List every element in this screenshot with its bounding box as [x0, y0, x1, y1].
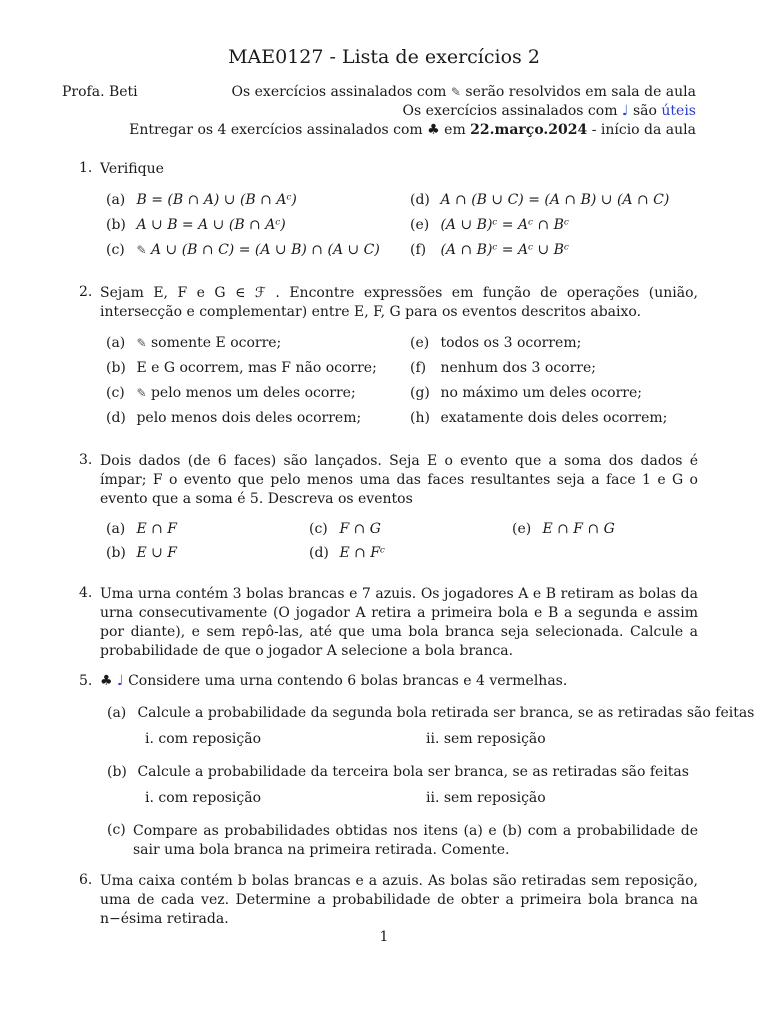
- q2-item: [106, 385, 356, 401]
- q2-item: [106, 410, 361, 426]
- q3-number: 3.: [79, 452, 93, 468]
- pen-icon: ✎: [136, 386, 147, 400]
- header-line-3-pre: Entregar os 4 exercícios assinalados com: [129, 122, 423, 138]
- item-label: (e): [410, 217, 430, 233]
- item-label: (b): [107, 764, 127, 780]
- item-label: (d): [410, 192, 430, 208]
- q1-item: [410, 217, 569, 233]
- item-text: todos os 3 ocorrem;: [440, 335, 582, 351]
- q1-item: [410, 242, 569, 258]
- page-number: 1: [379, 929, 389, 945]
- q5-heading: [100, 673, 567, 689]
- q1-number: 1.: [79, 160, 93, 176]
- q1-item: [410, 192, 669, 208]
- q4-text: Uma urna contém 3 bolas brancas e 7 azuis. Os jogadores A e B retiram as bolas da urna consecutivamente (O jogador A retira a primeira bola e B a segunda e assim por diante), e sem repô-las, até que uma bola branca seja selecionada. Calcule a probabilidade de que o jogador A selecione a bola branca.: [100, 586, 698, 659]
- item-formula: B = (B ∩ A) ∪ (B ∩ Aᶜ): [136, 192, 297, 208]
- item-label: (a): [106, 521, 126, 537]
- q5-item-c-label: (c): [107, 822, 126, 838]
- item-label: (a): [106, 335, 126, 351]
- header-line-1: [232, 84, 696, 100]
- q2-item: [106, 335, 281, 351]
- q2-item: [410, 410, 667, 426]
- professor-name: Profa. Beti: [62, 84, 138, 100]
- item-text: exatamente dois deles ocorrem;: [440, 410, 668, 426]
- item-label: (b): [106, 360, 126, 376]
- q2-item: [410, 360, 596, 376]
- item-label: (e): [410, 335, 430, 351]
- item-formula: E ∩ F ∩ G: [542, 521, 615, 537]
- q6-text: Uma caixa contém b bolas brancas e a azuis. As bolas são retiradas sem reposição, uma de cada vez. Determine a probabilidade de obter a primeira bola branca na n−ésima retirada.: [100, 873, 698, 927]
- q2-number: 2.: [79, 284, 93, 300]
- header-line-3-post: - início da aula: [591, 122, 696, 138]
- q5-b-option-i: i. com reposição: [145, 790, 262, 806]
- q5-number: 5.: [79, 673, 93, 689]
- q3-text: Dois dados (de 6 faces) são lançados. Seja E o evento que a soma dos dados é ímpar; F o evento que pelo menos uma das faces resultantes seja a face 1 e G o evento que a soma é 5. Descreva os eventos: [100, 453, 698, 507]
- header-line-1-pre: Os exercícios assinalados com: [231, 84, 447, 100]
- item-text: pelo menos dois deles ocorrem;: [136, 410, 362, 426]
- item-text: pelo menos um deles ocorre;: [150, 385, 356, 401]
- q3-item: [106, 521, 177, 537]
- q5-text: Considere uma urna contendo 6 bolas brancas e 4 vermelhas.: [128, 673, 568, 689]
- q5-a-option-i: i. com reposição: [145, 731, 262, 747]
- item-label: (g): [410, 385, 430, 401]
- item-text: Calcule a probabilidade da terceira bola ser branca, se as retiradas são feitas: [137, 764, 689, 780]
- q2-item: [410, 335, 581, 351]
- pen-icon: ✎: [450, 85, 461, 99]
- item-text: somente E ocorre;: [150, 335, 282, 351]
- item-formula: E ∪ F: [136, 545, 178, 561]
- q5-b-option-ii: ii. sem reposição: [426, 790, 546, 806]
- q5-item-c-text: Compare as probabilidades obtidas nos itens (a) e (b) com a probabilidade de sair uma bola branca na primeira retirada. Comente.: [133, 823, 698, 858]
- note-icon: ♩: [117, 673, 124, 689]
- header-line-2-pre: Os exercícios assinalados com: [402, 103, 618, 119]
- item-label: (d): [309, 545, 329, 561]
- item-formula: E ∩ Fᶜ: [339, 545, 385, 561]
- item-label: (c): [309, 521, 328, 537]
- item-label: (c): [106, 242, 125, 258]
- q5-item-a: [107, 705, 754, 721]
- item-label: (d): [106, 410, 126, 426]
- item-formula: (A ∩ B)ᶜ = Aᶜ ∪ Bᶜ: [440, 242, 569, 258]
- uteis-link[interactable]: úteis: [661, 103, 696, 119]
- item-text: no máximo um deles ocorre;: [440, 385, 642, 401]
- q1-item: [106, 217, 286, 233]
- due-date: 22.março.2024: [470, 122, 588, 138]
- q3-item: [106, 545, 177, 561]
- q1-item: [106, 242, 380, 258]
- item-label: (f): [410, 360, 427, 376]
- page-title: MAE0127 - Lista de exercícios 2: [228, 46, 540, 68]
- item-formula: A ∪ (B ∩ C) = (A ∪ B) ∩ (A ∪ C): [150, 242, 380, 258]
- club-icon: ♣: [427, 122, 440, 138]
- item-label: (h): [410, 410, 430, 426]
- item-formula: (A ∪ B)ᶜ = Aᶜ ∩ Bᶜ: [440, 217, 569, 233]
- item-label: (f): [410, 242, 427, 258]
- note-icon: ♩: [621, 103, 629, 119]
- item-formula: A ∪ B = A ∪ (B ∩ Aᶜ): [136, 217, 286, 233]
- item-text: E e G ocorrem, mas F não ocorre;: [136, 360, 377, 376]
- q1-text: Verifique: [100, 161, 164, 177]
- q1-item: [106, 192, 297, 208]
- item-label: (e): [512, 521, 532, 537]
- item-label: (c): [106, 385, 125, 401]
- q2-item: [410, 385, 642, 401]
- item-label: (a): [106, 192, 126, 208]
- q6-number: 6.: [79, 872, 93, 888]
- item-formula: E ∩ F: [136, 521, 178, 537]
- q2-text: Sejam E, F e G ∈ ℱ . Encontre expressões em função de operações (união, intersecção e complementar) entre E, F, G para os eventos descritos abaixo.: [100, 285, 698, 320]
- pen-icon: ✎: [136, 336, 147, 350]
- header-line-1-post: serão resolvidos em sala de aula: [465, 84, 696, 100]
- header-line-3: [129, 122, 696, 138]
- q3-item: [309, 521, 381, 537]
- item-label: (a): [107, 705, 127, 721]
- pen-icon: ✎: [136, 243, 147, 257]
- header-line-2-mid: são: [632, 103, 657, 119]
- item-formula: F ∩ G: [339, 521, 381, 537]
- header-line-2: [403, 103, 696, 119]
- item-text: nenhum dos 3 ocorre;: [440, 360, 596, 376]
- q2-item: [106, 360, 377, 376]
- q3-item: [309, 545, 385, 561]
- item-text: Calcule a probabilidade da segunda bola retirada ser branca, se as retiradas são feitas: [137, 705, 755, 721]
- q3-item: [512, 521, 615, 537]
- item-label: (b): [106, 545, 126, 561]
- q4-number: 4.: [79, 585, 93, 601]
- item-label: (b): [106, 217, 126, 233]
- header-line-3-mid: em: [444, 122, 466, 138]
- club-icon: ♣: [100, 673, 113, 689]
- q5-item-b: [107, 764, 689, 780]
- item-formula: A ∩ (B ∪ C) = (A ∩ B) ∪ (A ∩ C): [440, 192, 670, 208]
- q5-a-option-ii: ii. sem reposição: [426, 731, 546, 747]
